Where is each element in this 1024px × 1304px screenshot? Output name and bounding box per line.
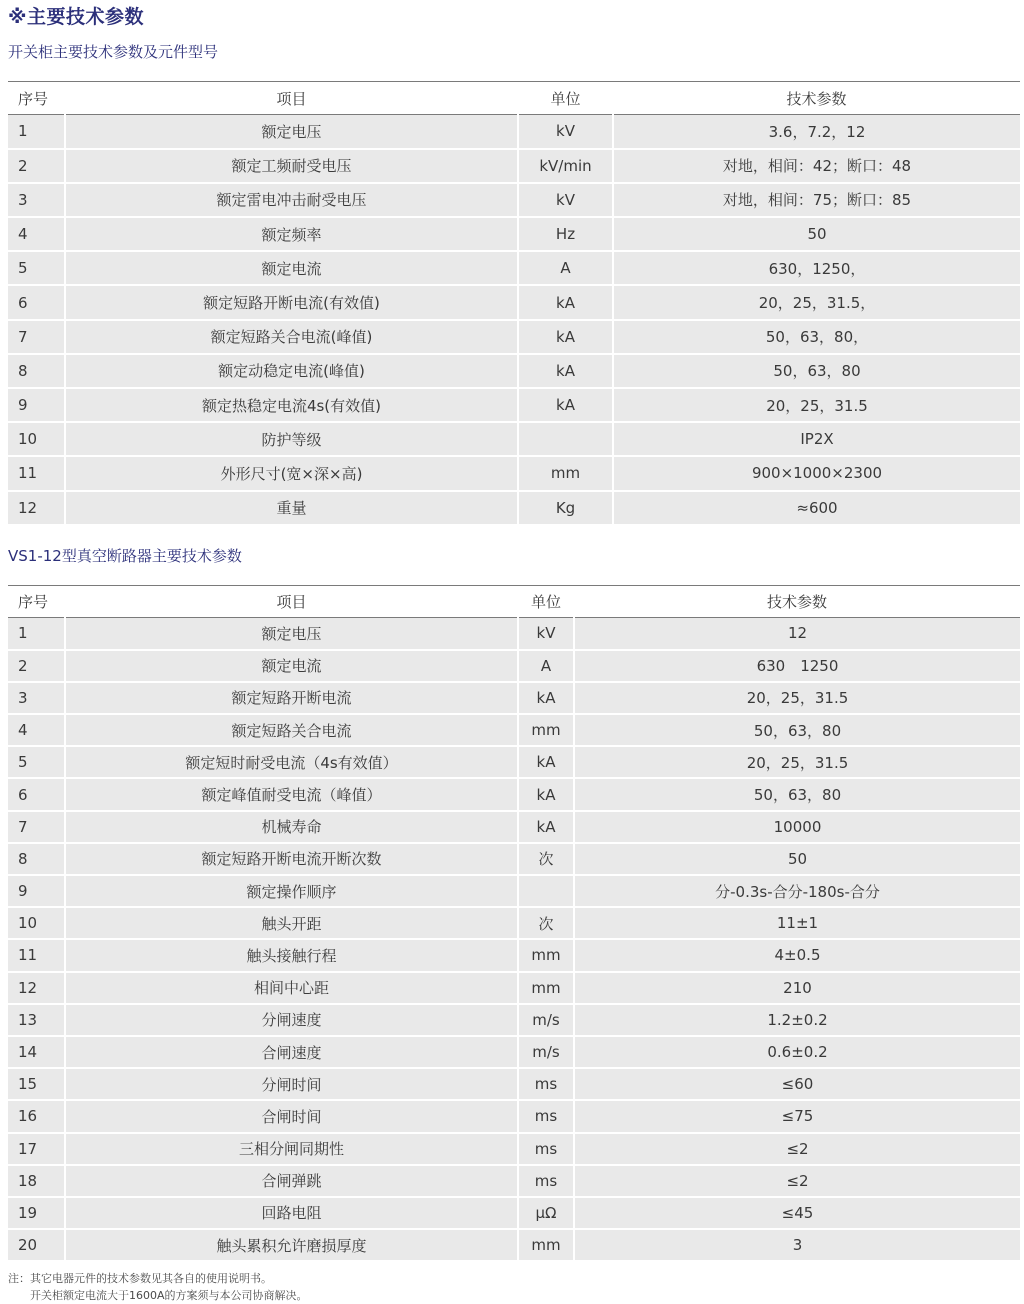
- footnotes: [8, 1270, 308, 1304]
- cell-unit: kV: [518, 618, 574, 650]
- cell-index: 14: [8, 1036, 65, 1068]
- cell-index: 10: [8, 422, 65, 456]
- table-row: [8, 149, 1020, 183]
- cell-value: 4±0.5: [574, 939, 1020, 971]
- cell-unit: kA: [518, 778, 574, 810]
- cell-unit: mm: [518, 972, 574, 1004]
- cell-index: 2: [8, 650, 65, 682]
- table-row: [8, 939, 1020, 971]
- cell-unit: kV: [518, 115, 613, 149]
- cell-item: 额定电压: [65, 618, 518, 650]
- header-item: 项目: [65, 586, 518, 618]
- table-row: [8, 811, 1020, 843]
- table-row: [8, 354, 1020, 388]
- cell-index: 3: [8, 183, 65, 217]
- table-row: [8, 843, 1020, 875]
- cell-value: 50: [613, 217, 1020, 251]
- table-row: [8, 972, 1020, 1004]
- cell-item: 额定短路关合电流(峰值): [65, 320, 518, 354]
- cell-index: 12: [8, 491, 65, 525]
- cell-value: 20，25，31.5，: [613, 285, 1020, 319]
- cell-item: 触头接触行程: [65, 939, 518, 971]
- cell-item: 触头累积允许磨损厚度: [65, 1229, 518, 1261]
- table-row: [8, 491, 1020, 525]
- cell-index: 8: [8, 843, 65, 875]
- cell-unit: kA: [518, 285, 613, 319]
- cell-index: 9: [8, 875, 65, 907]
- cell-unit: m/s: [518, 1004, 574, 1036]
- cell-item: 额定工频耐受电压: [65, 149, 518, 183]
- cell-item: 额定操作顺序: [65, 875, 518, 907]
- cell-unit: kA: [518, 746, 574, 778]
- cell-item: 额定短路关合电流: [65, 714, 518, 746]
- cell-unit: A: [518, 251, 613, 285]
- header-item: 项目: [65, 82, 518, 115]
- cell-unit: kV/min: [518, 149, 613, 183]
- cell-index: 12: [8, 972, 65, 1004]
- cell-value: 20，25，31.5: [574, 682, 1020, 714]
- cell-item: 外形尺寸(宽×深×高): [65, 456, 518, 490]
- cell-item: 回路电阻: [65, 1197, 518, 1229]
- cell-unit: ms: [518, 1100, 574, 1132]
- cell-item: 合闸时间: [65, 1100, 518, 1132]
- table-row: [8, 1036, 1020, 1068]
- header-index: 序号: [8, 82, 65, 115]
- cell-item: 额定电流: [65, 251, 518, 285]
- header-value: 技术参数: [613, 82, 1020, 115]
- cell-unit: 次: [518, 843, 574, 875]
- cell-unit: m/s: [518, 1036, 574, 1068]
- cell-value: IP2X: [613, 422, 1020, 456]
- table-row: [8, 456, 1020, 490]
- cell-item: 额定短路开断电流开断次数: [65, 843, 518, 875]
- cell-value: 3.6，7.2，12: [613, 115, 1020, 149]
- cell-unit: kA: [518, 388, 613, 422]
- cell-value: ≤75: [574, 1100, 1020, 1132]
- cell-index: 6: [8, 285, 65, 319]
- table-row: [8, 251, 1020, 285]
- table-row: [8, 907, 1020, 939]
- cell-unit: mm: [518, 714, 574, 746]
- cell-unit: kA: [518, 320, 613, 354]
- cell-value: 50，63，80: [574, 714, 1020, 746]
- table-row: [8, 217, 1020, 251]
- switchgear-spec-table: [8, 81, 1020, 526]
- cell-index: 11: [8, 939, 65, 971]
- cell-index: 7: [8, 811, 65, 843]
- cell-index: 6: [8, 778, 65, 810]
- table-row: [8, 1229, 1020, 1261]
- cell-unit: mm: [518, 456, 613, 490]
- header-index: 序号: [8, 586, 65, 618]
- cell-value: 630 1250: [574, 650, 1020, 682]
- cell-value: 分-0.3s-合分-180s-合分: [574, 875, 1020, 907]
- cell-value: ≤45: [574, 1197, 1020, 1229]
- cell-index: 5: [8, 746, 65, 778]
- cell-item: 额定热稳定电流4s(有效值): [65, 388, 518, 422]
- cell-item: 重量: [65, 491, 518, 525]
- cell-unit: A: [518, 650, 574, 682]
- table-row: [8, 1068, 1020, 1100]
- cell-index: 5: [8, 251, 65, 285]
- cell-value: ≤2: [574, 1133, 1020, 1165]
- cell-index: 1: [8, 115, 65, 149]
- cell-index: 19: [8, 1197, 65, 1229]
- section-title-switchgear: 开关柜主要技术参数及元件型号: [8, 43, 219, 61]
- cell-item: 额定峰值耐受电流（峰值）: [65, 778, 518, 810]
- table-row: [8, 778, 1020, 810]
- cell-index: 20: [8, 1229, 65, 1261]
- table-row: [8, 650, 1020, 682]
- cell-item: 三相分闸同期性: [65, 1133, 518, 1165]
- table-row: [8, 320, 1020, 354]
- table-row: [8, 1004, 1020, 1036]
- cell-unit: kA: [518, 682, 574, 714]
- table-row: [8, 1197, 1020, 1229]
- cell-index: 16: [8, 1100, 65, 1132]
- table-row: [8, 682, 1020, 714]
- cell-value: 900×1000×2300: [613, 456, 1020, 490]
- table-row: [8, 422, 1020, 456]
- cell-index: 17: [8, 1133, 65, 1165]
- cell-value: 630，1250，: [613, 251, 1020, 285]
- cell-index: 7: [8, 320, 65, 354]
- cell-value: 对地，相间：42；断口：48: [613, 149, 1020, 183]
- cell-value: 50，63，80: [574, 778, 1020, 810]
- table-header-row: [8, 82, 1020, 115]
- cell-value: 1.2±0.2: [574, 1004, 1020, 1036]
- cell-value: 对地，相间：75；断口：85: [613, 183, 1020, 217]
- breaker-spec-table: [8, 585, 1020, 1262]
- table-row: [8, 388, 1020, 422]
- cell-unit: kV: [518, 183, 613, 217]
- cell-item: 额定短时耐受电流（4s有效值）: [65, 746, 518, 778]
- cell-item: 额定频率: [65, 217, 518, 251]
- table-row: [8, 183, 1020, 217]
- cell-item: 分闸速度: [65, 1004, 518, 1036]
- header-unit: 单位: [518, 82, 613, 115]
- cell-value: 210: [574, 972, 1020, 1004]
- cell-unit: μΩ: [518, 1197, 574, 1229]
- cell-value: ≤60: [574, 1068, 1020, 1100]
- cell-item: 分闸时间: [65, 1068, 518, 1100]
- cell-unit: mm: [518, 939, 574, 971]
- cell-item: 合闸弹跳: [65, 1165, 518, 1197]
- table-row: [8, 1100, 1020, 1132]
- cell-unit: mm: [518, 1229, 574, 1261]
- cell-value: 0.6±0.2: [574, 1036, 1020, 1068]
- cell-item: 相间中心距: [65, 972, 518, 1004]
- cell-item: 防护等级: [65, 422, 518, 456]
- cell-index: 10: [8, 907, 65, 939]
- cell-unit: [518, 875, 574, 907]
- cell-item: 合闸速度: [65, 1036, 518, 1068]
- cell-unit: Kg: [518, 491, 613, 525]
- table-row: [8, 714, 1020, 746]
- page-title: ※主要技术参数: [8, 6, 144, 28]
- cell-item: 额定短路开断电流(有效值): [65, 285, 518, 319]
- cell-item: 额定雷电冲击耐受电压: [65, 183, 518, 217]
- table-row: [8, 115, 1020, 149]
- footnote-1: 注：其它电器元件的技术参数见其各自的使用说明书。: [8, 1272, 272, 1285]
- cell-value: 50，63，80: [613, 354, 1020, 388]
- cell-item: 额定电流: [65, 650, 518, 682]
- cell-index: 18: [8, 1165, 65, 1197]
- footnote-2: 开关柜额定电流大于1600A的方案须与本公司协商解决。: [30, 1289, 308, 1302]
- cell-value: ≤2: [574, 1165, 1020, 1197]
- cell-value: 12: [574, 618, 1020, 650]
- section-title-breaker: VS1-12型真空断路器主要技术参数: [8, 547, 242, 565]
- cell-value: 20，25，31.5: [574, 746, 1020, 778]
- cell-value: ≈600: [613, 491, 1020, 525]
- header-value: 技术参数: [574, 586, 1020, 618]
- cell-unit: Hz: [518, 217, 613, 251]
- cell-index: 15: [8, 1068, 65, 1100]
- cell-index: 4: [8, 217, 65, 251]
- table-row: [8, 618, 1020, 650]
- table-header-row: [8, 586, 1020, 618]
- cell-item: 额定电压: [65, 115, 518, 149]
- cell-unit: kA: [518, 354, 613, 388]
- table-row: [8, 1133, 1020, 1165]
- cell-index: 8: [8, 354, 65, 388]
- cell-value: 50，63，80，: [613, 320, 1020, 354]
- cell-value: 10000: [574, 811, 1020, 843]
- cell-index: 3: [8, 682, 65, 714]
- cell-item: 额定动稳定电流(峰值): [65, 354, 518, 388]
- cell-item: 触头开距: [65, 907, 518, 939]
- cell-index: 9: [8, 388, 65, 422]
- cell-value: 3: [574, 1229, 1020, 1261]
- cell-value: 11±1: [574, 907, 1020, 939]
- cell-index: 4: [8, 714, 65, 746]
- table-row: [8, 285, 1020, 319]
- cell-unit: ms: [518, 1133, 574, 1165]
- cell-item: 机械寿命: [65, 811, 518, 843]
- cell-unit: [518, 422, 613, 456]
- table-row: [8, 1165, 1020, 1197]
- cell-index: 1: [8, 618, 65, 650]
- cell-value: 20，25，31.5: [613, 388, 1020, 422]
- table-row: [8, 746, 1020, 778]
- cell-value: 50: [574, 843, 1020, 875]
- cell-index: 2: [8, 149, 65, 183]
- cell-unit: ms: [518, 1165, 574, 1197]
- table-row: [8, 875, 1020, 907]
- cell-index: 11: [8, 456, 65, 490]
- cell-item: 额定短路开断电流: [65, 682, 518, 714]
- cell-unit: kA: [518, 811, 574, 843]
- cell-unit: ms: [518, 1068, 574, 1100]
- cell-index: 13: [8, 1004, 65, 1036]
- header-unit: 单位: [518, 586, 574, 618]
- cell-unit: 次: [518, 907, 574, 939]
